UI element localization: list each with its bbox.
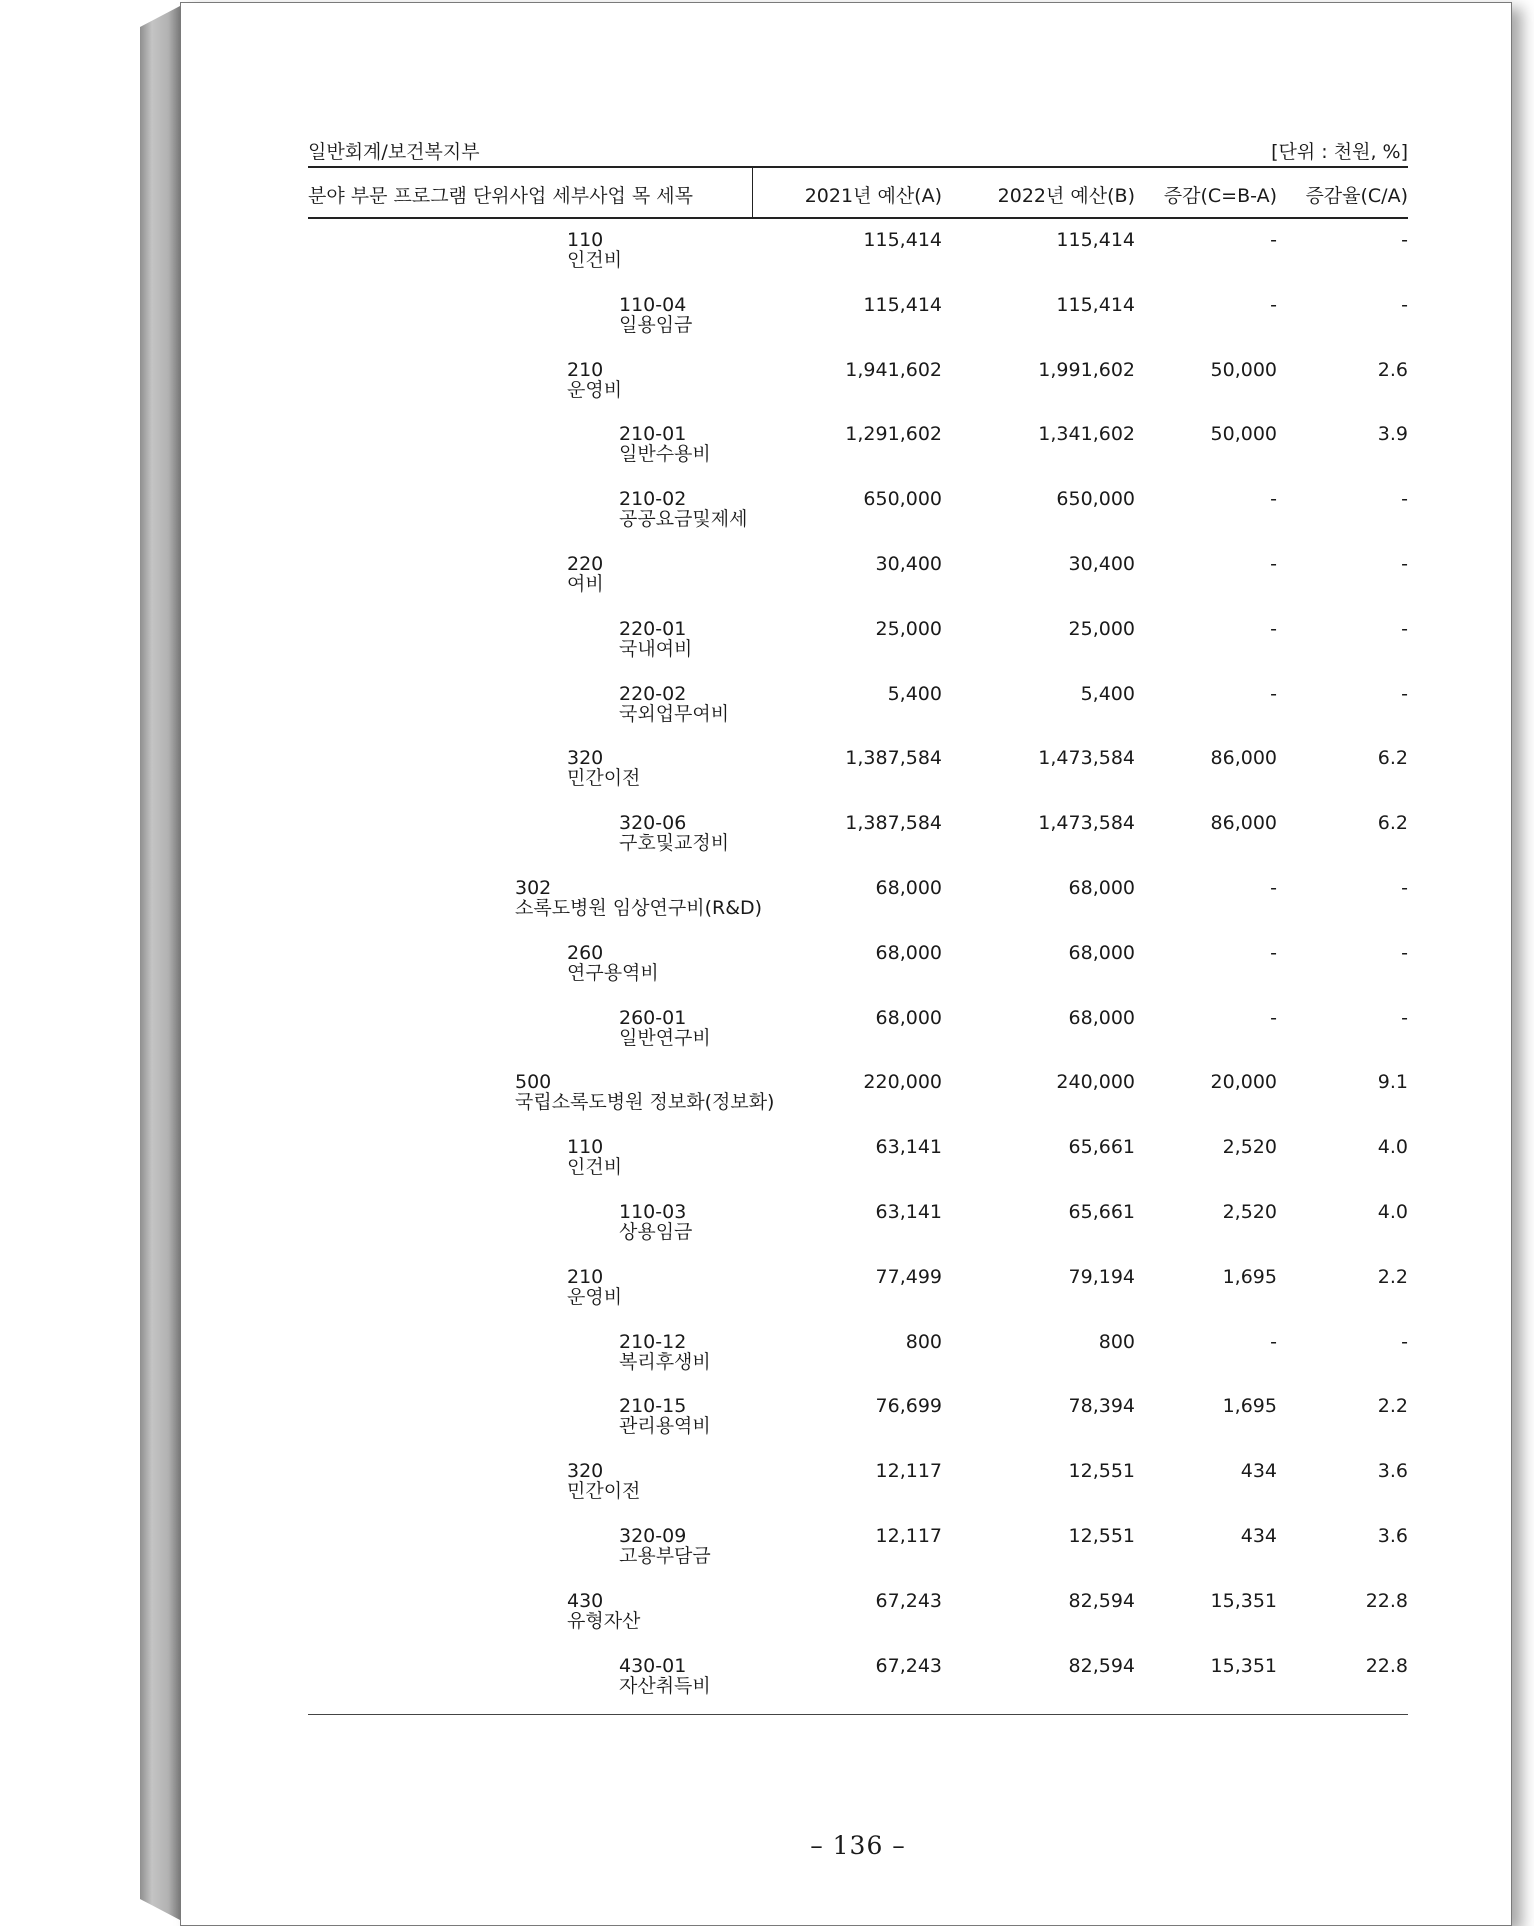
- cell-change: -: [1270, 229, 1277, 251]
- cell-2022: 68,000: [1068, 1006, 1135, 1029]
- cell-2021: 12,117: [875, 1460, 942, 1483]
- table-row: [308, 616, 1408, 681]
- row-code: 210-15: [619, 1395, 687, 1418]
- row-code: 260: [567, 941, 604, 964]
- cell-2022: 1,991,602: [1038, 358, 1135, 381]
- row-code: 430-01: [619, 1654, 687, 1677]
- table-row: [308, 551, 1408, 616]
- table-top-rule: [308, 166, 1408, 168]
- row-code: 110-03: [619, 1200, 687, 1223]
- cell-change: 86,000: [1210, 812, 1277, 835]
- row-code: 210-01: [619, 423, 687, 446]
- cell-2022: 115,414: [1056, 229, 1135, 251]
- table-row: [308, 745, 1408, 810]
- row-code: 110-04: [619, 293, 687, 316]
- column-header-change: 증감(C=B-A): [1163, 185, 1277, 207]
- row-name: 공공요금및제세: [619, 508, 748, 531]
- cell-rate: -: [1401, 229, 1408, 251]
- cell-change: -: [1270, 876, 1277, 899]
- row-label: [567, 1267, 622, 1307]
- cell-2021: 12,117: [875, 1524, 942, 1547]
- cell-rate: -: [1401, 617, 1408, 640]
- row-name: 국내여비: [619, 637, 693, 660]
- row-label: [619, 1332, 711, 1372]
- row-code: 320: [567, 747, 604, 770]
- column-header-category: 분야 부문 프로그램 단위사업 세부사업 목 세목: [308, 185, 693, 207]
- column-header-2022: 2022년 예산(B): [997, 185, 1135, 207]
- cell-change: 1,695: [1222, 1395, 1277, 1418]
- table-row: [308, 1199, 1408, 1264]
- row-name: 민간이전: [567, 1480, 641, 1503]
- cell-2022: 79,194: [1068, 1265, 1135, 1288]
- row-label: [619, 424, 711, 464]
- cell-2021: 67,243: [875, 1654, 942, 1677]
- row-label: [619, 1396, 711, 1436]
- row-code: 320: [567, 1460, 604, 1483]
- cell-2021: 800: [905, 1330, 942, 1353]
- row-name: 일반수용비: [619, 443, 711, 466]
- table-row: [308, 875, 1408, 940]
- row-code: 210: [567, 1265, 604, 1288]
- cell-change: 15,351: [1210, 1589, 1277, 1612]
- table-row: [308, 357, 1408, 422]
- cell-2021: 77,499: [875, 1265, 942, 1288]
- row-code: 260-01: [619, 1006, 687, 1029]
- cell-rate: 4.0: [1377, 1200, 1408, 1223]
- cell-rate: 22.8: [1365, 1654, 1408, 1677]
- cell-2022: 1,341,602: [1038, 423, 1135, 446]
- cell-2021: 30,400: [875, 552, 942, 575]
- table-row: [308, 1069, 1408, 1134]
- cell-2022: 12,551: [1068, 1460, 1135, 1483]
- unit-label: [단위 : 천원, %]: [1271, 141, 1408, 163]
- cell-rate: 2.2: [1377, 1395, 1408, 1418]
- cell-2021: 68,000: [875, 876, 942, 899]
- row-code: 302: [515, 876, 552, 899]
- row-code: 110: [567, 1136, 604, 1159]
- table-row: [308, 1393, 1408, 1458]
- row-code: 210: [567, 358, 604, 381]
- table-row: [308, 940, 1408, 1005]
- table-row: [308, 681, 1408, 746]
- row-name: 운영비: [567, 378, 623, 401]
- cell-2022: 65,661: [1068, 1200, 1135, 1223]
- row-label: [619, 295, 692, 335]
- cell-2021: 68,000: [875, 941, 942, 964]
- row-code: 320-09: [619, 1524, 687, 1547]
- row-code: 500: [515, 1071, 552, 1094]
- cell-2021: 220,000: [863, 1071, 942, 1094]
- cell-2022: 650,000: [1056, 488, 1135, 511]
- row-name: 운영비: [567, 1285, 623, 1308]
- cell-2022: 12,551: [1068, 1524, 1135, 1547]
- cell-rate: -: [1401, 552, 1408, 575]
- table-row: [308, 1264, 1408, 1329]
- table-row: [308, 486, 1408, 551]
- row-name: 자산취득비: [619, 1674, 711, 1697]
- cell-2022: 82,594: [1068, 1654, 1135, 1677]
- row-label: [567, 1461, 640, 1501]
- cell-change: 20,000: [1210, 1071, 1277, 1094]
- row-code: 220: [567, 552, 604, 575]
- cell-2021: 1,291,602: [845, 423, 942, 446]
- table-row: [308, 1458, 1408, 1523]
- table-row: [308, 227, 1408, 292]
- cell-rate: 6.2: [1377, 747, 1408, 770]
- row-label: [619, 1656, 711, 1696]
- row-name: 인건비: [567, 249, 623, 271]
- row-name: 고용부담금: [619, 1544, 711, 1567]
- cell-rate: -: [1401, 941, 1408, 964]
- cell-2021: 1,387,584: [845, 747, 942, 770]
- cell-2021: 1,387,584: [845, 812, 942, 835]
- row-label: [567, 360, 622, 400]
- row-name: 관리용역비: [619, 1415, 711, 1438]
- cell-rate: 4.0: [1377, 1136, 1408, 1159]
- row-label: [619, 1008, 711, 1048]
- cell-2022: 5,400: [1080, 682, 1135, 705]
- cell-2022: 25,000: [1068, 617, 1135, 640]
- row-code: 220-02: [619, 682, 687, 705]
- cell-2021: 63,141: [875, 1200, 942, 1223]
- row-label: [515, 878, 762, 918]
- table-row: [308, 1523, 1408, 1588]
- cell-change: 2,520: [1222, 1200, 1277, 1223]
- cell-rate: -: [1401, 1006, 1408, 1029]
- row-label: [619, 1202, 692, 1242]
- cell-2021: 115,414: [863, 293, 942, 316]
- row-name: 국립소록도병원 정보화(정보화): [515, 1091, 775, 1114]
- row-code: 110: [567, 229, 604, 251]
- cell-change: 434: [1240, 1524, 1277, 1547]
- cell-2021: 63,141: [875, 1136, 942, 1159]
- cell-2021: 115,414: [863, 229, 942, 251]
- cell-change: -: [1270, 1006, 1277, 1029]
- row-label: [619, 813, 729, 853]
- cell-rate: -: [1401, 1330, 1408, 1353]
- row-label: [567, 748, 640, 788]
- cell-rate: -: [1401, 876, 1408, 899]
- table-row: [308, 1653, 1408, 1718]
- table-body: [308, 227, 1408, 1717]
- row-name: 민간이전: [567, 767, 641, 790]
- table-row: [308, 292, 1408, 357]
- cell-rate: 2.6: [1377, 358, 1408, 381]
- cell-2022: 82,594: [1068, 1589, 1135, 1612]
- row-code: 210-02: [619, 488, 687, 511]
- cell-rate: -: [1401, 682, 1408, 705]
- document-page: [180, 2, 1512, 1926]
- cell-2021: 76,699: [875, 1395, 942, 1418]
- cell-2021: 68,000: [875, 1006, 942, 1029]
- table-row: [308, 1134, 1408, 1199]
- row-name: 소록도병원 임상연구비(R&D): [515, 896, 763, 919]
- cell-2022: 800: [1098, 1330, 1135, 1353]
- cell-2022: 1,473,584: [1038, 812, 1135, 835]
- page-number: – 136 –: [810, 1831, 906, 1860]
- cell-2022: 240,000: [1056, 1071, 1135, 1094]
- cell-rate: -: [1401, 293, 1408, 316]
- cell-change: 2,520: [1222, 1136, 1277, 1159]
- cell-rate: 3.9: [1377, 423, 1408, 446]
- cell-rate: 9.1: [1377, 1071, 1408, 1094]
- cell-2022: 30,400: [1068, 552, 1135, 575]
- cell-change: -: [1270, 682, 1277, 705]
- row-code: 220-01: [619, 617, 687, 640]
- row-name: 구호및교정비: [619, 832, 730, 855]
- table-row: [308, 810, 1408, 875]
- header-column-divider: [752, 167, 753, 218]
- column-header-rate: 증감율(C/A): [1305, 185, 1408, 207]
- row-label: [567, 554, 604, 594]
- row-label: [619, 684, 729, 724]
- cell-change: -: [1270, 617, 1277, 640]
- row-name: 일용임금: [619, 313, 693, 336]
- row-code: 320-06: [619, 812, 687, 835]
- cell-2021: 1,941,602: [845, 358, 942, 381]
- cell-2021: 650,000: [863, 488, 942, 511]
- cell-2022: 65,661: [1068, 1136, 1135, 1159]
- book-spine: [140, 6, 180, 1920]
- cell-rate: 22.8: [1365, 1589, 1408, 1612]
- row-code: 210-12: [619, 1330, 687, 1353]
- row-name: 상용임금: [619, 1220, 693, 1243]
- table-header-rule: [308, 217, 1408, 219]
- cell-change: 15,351: [1210, 1654, 1277, 1677]
- row-name: 일반연구비: [619, 1026, 711, 1049]
- row-code: 430: [567, 1589, 604, 1612]
- table-row: [308, 421, 1408, 486]
- row-label: [567, 943, 659, 983]
- row-label: [619, 1526, 711, 1566]
- table-row: [308, 1329, 1408, 1394]
- row-name: 인건비: [567, 1156, 623, 1179]
- row-label: [567, 1591, 640, 1631]
- cell-2022: 68,000: [1068, 876, 1135, 899]
- row-name: 복리후생비: [619, 1350, 711, 1373]
- row-name: 국외업무여비: [619, 702, 730, 725]
- cell-change: -: [1270, 941, 1277, 964]
- cell-2022: 78,394: [1068, 1395, 1135, 1418]
- row-label: [515, 1072, 774, 1112]
- cell-change: -: [1270, 552, 1277, 575]
- account-title: 일반회계/보건복지부: [308, 141, 480, 163]
- cell-change: 86,000: [1210, 747, 1277, 770]
- cell-change: 1,695: [1222, 1265, 1277, 1288]
- table-row: [308, 1005, 1408, 1070]
- cell-change: -: [1270, 293, 1277, 316]
- row-label: [567, 230, 622, 270]
- cell-2021: 25,000: [875, 617, 942, 640]
- cell-2022: 1,473,584: [1038, 747, 1135, 770]
- cell-change: 434: [1240, 1460, 1277, 1483]
- cell-change: 50,000: [1210, 423, 1277, 446]
- cell-change: -: [1270, 1330, 1277, 1353]
- cell-2022: 68,000: [1068, 941, 1135, 964]
- row-label: [619, 489, 747, 529]
- cell-change: -: [1270, 488, 1277, 511]
- page-content: [308, 3, 1408, 1925]
- cell-rate: -: [1401, 488, 1408, 511]
- row-name: 연구용역비: [567, 961, 659, 984]
- cell-rate: 3.6: [1377, 1460, 1408, 1483]
- cell-rate: 3.6: [1377, 1524, 1408, 1547]
- cell-rate: 2.2: [1377, 1265, 1408, 1288]
- cell-rate: 6.2: [1377, 812, 1408, 835]
- row-label: [619, 619, 692, 659]
- row-name: 유형자산: [567, 1609, 641, 1632]
- cell-2021: 5,400: [887, 682, 942, 705]
- cell-2021: 67,243: [875, 1589, 942, 1612]
- table-bottom-rule: [308, 1714, 1408, 1715]
- row-name: 여비: [567, 572, 604, 595]
- row-label: [567, 1137, 622, 1177]
- table-row: [308, 1588, 1408, 1653]
- cell-change: 50,000: [1210, 358, 1277, 381]
- cell-2022: 115,414: [1056, 293, 1135, 316]
- column-header-2021: 2021년 예산(A): [804, 185, 942, 207]
